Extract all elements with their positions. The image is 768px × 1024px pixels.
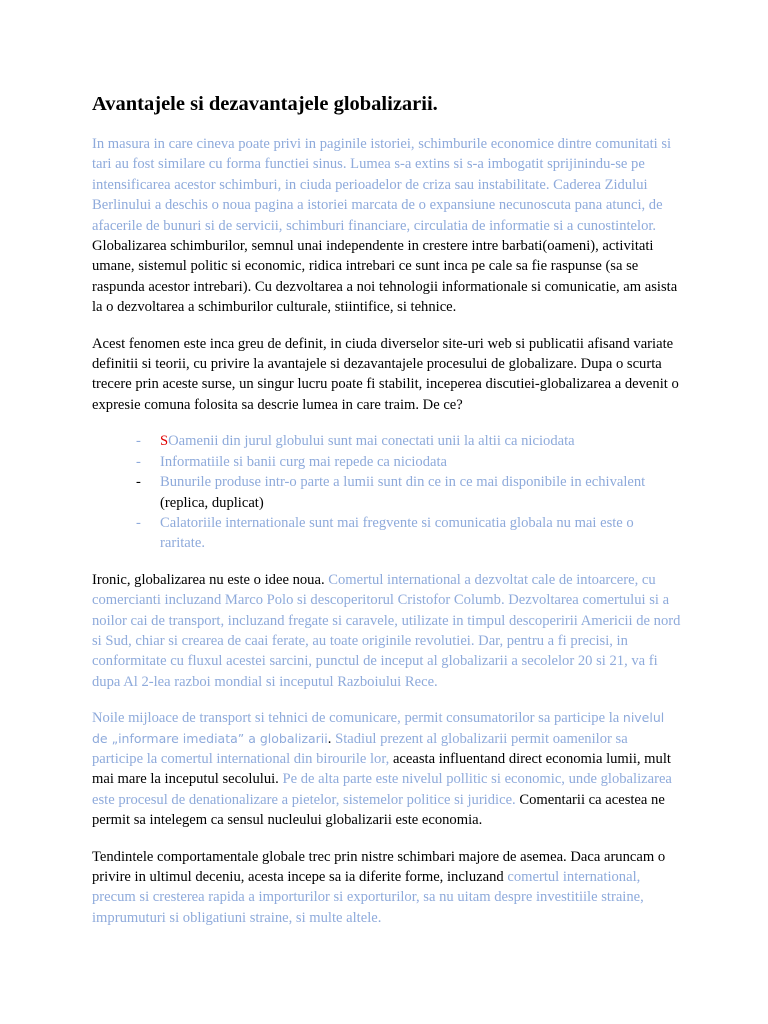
list-item-text: Informatiile si banii curg mai repede ca niciodata bbox=[160, 453, 448, 470]
list-item-red-letter: S bbox=[160, 433, 169, 450]
paragraph-3 bbox=[92, 570, 682, 692]
paragraph-4-period: . bbox=[327, 730, 332, 747]
paragraph-5-black-text: Tendintele comportamentale globale trec prin nistre schimbari majore de asemea. Daca aruncam o privire in ultimul deceniu, acesta incepe sa ia diferite forme, incluzand bbox=[92, 848, 666, 885]
paragraph-3-black-text: Ironic, globalizarea nu este o idee noua. bbox=[92, 571, 325, 588]
list-item-black-text: (replica, duplicat) bbox=[160, 494, 264, 511]
dash-marker: - bbox=[136, 474, 141, 491]
paragraph-1-black-text: Globalizarea schimburilor, semnul unai independente in crestere intre barbati(oameni), activitati umane, sistemul politic si economic, ridica intrebari ce sunt inca pe cale sa fie raspunse (sa se raspunda acestor intrebari). Cu dezvoltarea a noi tehnologii informationale si comunicatie, am asista la o dezvoltarea a schimburilor culturale, stiintifice, si tehnice. bbox=[92, 238, 678, 316]
paragraph-3-blue-text: Comertul international a dezvoltat cale de intoarcere, cu comercianti incluzand Marco Polo si descoperitorul Cristofor Columb. Dezvoltarea comertului si a noilor cai de transport, incluzand fregate si caravele, utilizate in timpul descoperirii Americii de nord si Sud, chiar si crearea de caai ferate, au toate originile revolutiei. Dar, pentru a fi precisi, in conformitate cu fluxul acestei sarcini, punctul de inceput al globalizarii a secolelor 20 si 21, va fi dupa Al 2-lea razboi mondial si inceputul Razboiului Rece. bbox=[92, 571, 681, 690]
list-item-text: Oamenii din jurul globului sunt mai conectati unii la altii ca niciodata bbox=[168, 433, 575, 450]
paragraph-2: Acest fenomen este inca greu de definit, in ciuda diverselor site-uri web si publicatii afisand variate definitii si teorii, cu privire la avantajele si dezavantajele procesului de globalizare. Dupa o scurta trecere prin aceste surse, un singur lucru poate fi stabilit, inceperea discutiei-globalizarea a devenit o expresie comuna folosita sa descrie lumea in care traim. De ce? bbox=[92, 335, 679, 413]
dash-marker: - bbox=[136, 433, 141, 450]
document-body bbox=[92, 90, 682, 944]
list-item bbox=[92, 513, 682, 554]
paragraph-4-black-text-1: aceasta influentand direct economia lumii, mult mai mare la inceputul secolului. bbox=[92, 750, 671, 788]
list-item-text: Bunurile produse intr-o parte a lumii sunt din ce in ce mai disponibile in echivalent bbox=[160, 474, 646, 491]
paragraph-1 bbox=[92, 134, 682, 318]
list-item-text: Calatoriile internationale sunt mai fregvente si comunicatia globala nu mai este o raritate. bbox=[160, 514, 634, 552]
paragraph-4-blue-text-1: Noile mijloace de transport si tehnici de comunicare, permit consumatorilor sa participe la bbox=[92, 710, 620, 727]
paragraph-4-black-text-2: Comentarii ca acestea ne permit sa intelegem ca sensul nucleului globalizarii este economia. bbox=[92, 791, 665, 829]
paragraph-4-blue-text-2: Stadiul prezent al globalizarii permit oamenilor sa participe la comertul international din birourile lor, bbox=[92, 730, 628, 767]
paragraph-4-blue-text-3: Pe de alta parte este nivelul pollitic si economic, unde globalizarea este procesul de denationalizare a pietelor, sistemelor politice si juridice. bbox=[92, 771, 672, 808]
paragraph-4 bbox=[92, 708, 682, 830]
paragraph-1-blue-text: In masura in care cineva poate privi in paginile istoriei, schimburile economice dintre comunitati si tari au fost similare cu forma functiei sinus. Lumea s-a extins si s-a imbogatit sprijinindu-se pe intensificarea acestor schimburi, in ciuda perioadelor de criza sau instabilitate. Caderea Zidului Berlinului a deschis o noua pagina a istoriei marcata de o expansiune necunoscuta pana atunci, de afacerile de bunuri si de servicii, schimburi financiare, circulatia de informatie si a cunostintelor. bbox=[92, 136, 672, 234]
dash-marker: - bbox=[136, 453, 141, 470]
bullet-list bbox=[92, 431, 682, 553]
paragraph-4-small-text: nivelul de „informare imediata” a globalizarii bbox=[92, 710, 665, 746]
paragraph-5-blue-text: comertul international, precum si cresterea rapida a importurilor si exporturilor, sa nu uitam despre investitiile straine, imprumuturi si obligatiuni straine, si multe altele. bbox=[92, 869, 644, 926]
dash-marker: - bbox=[136, 514, 141, 531]
list-item bbox=[92, 431, 682, 451]
list-item bbox=[92, 472, 682, 513]
list-item bbox=[92, 452, 682, 472]
document-title: Avantajele si dezavantajele globalizarii. bbox=[92, 93, 438, 115]
paragraph-5 bbox=[92, 847, 682, 929]
